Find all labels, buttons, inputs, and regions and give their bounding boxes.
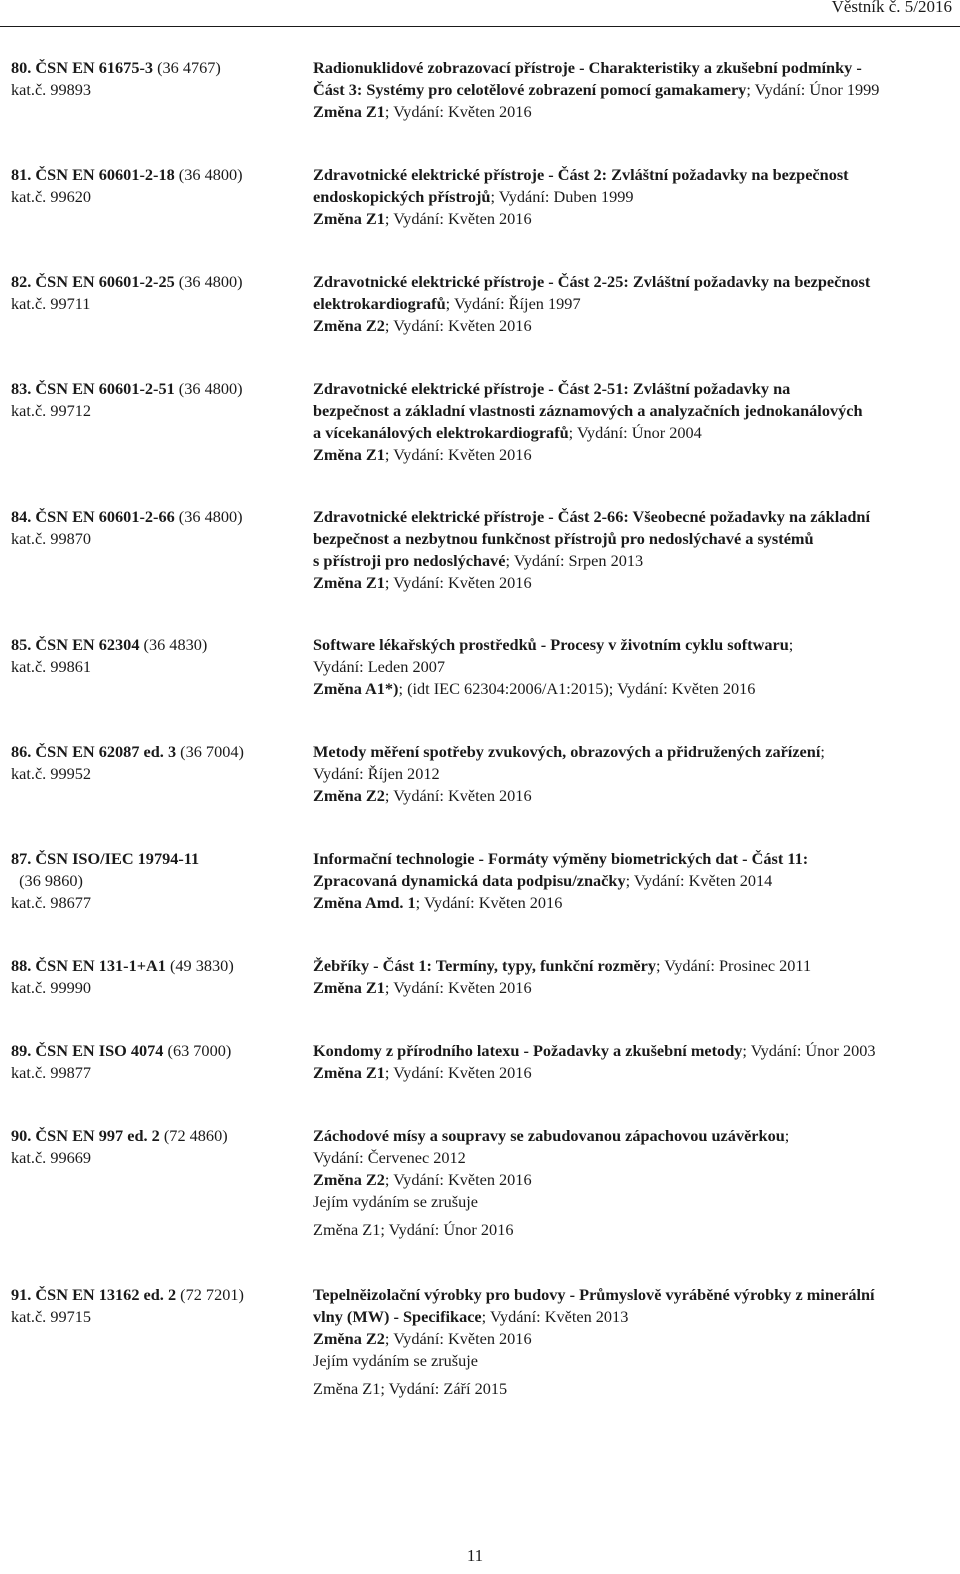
bold-text: Změna Z2 [313, 1170, 385, 1189]
text-line [313, 1125, 953, 1147]
text: ; Vydání: Květen 2016 [415, 893, 563, 912]
bold-text: Zpracovaná dynamická data podpisu/značky [313, 871, 626, 890]
text-line [11, 1125, 306, 1147]
text-line [313, 528, 953, 550]
text: ; Vydání: Květen 2016 [384, 1063, 532, 1082]
text: ; Vydání: Květen 2016 [384, 445, 532, 464]
bold-text: Změna Z1 [313, 209, 385, 228]
text-line [313, 1219, 953, 1241]
text: ; Vydání: Únor 1999 [746, 80, 880, 99]
text: kat.č. 99861 [11, 657, 92, 676]
text-line [313, 741, 953, 763]
text: (36 4800) [174, 165, 243, 184]
standard-designation [11, 634, 306, 678]
bold-text: Zdravotnické elektrické přístroje - Část 2-66: Všeobecné požadavky na základní [313, 507, 871, 526]
bold-text: Změna Z1 [313, 978, 385, 997]
text-line [313, 101, 953, 123]
text-line [313, 422, 953, 444]
text: (36 4800) [174, 379, 243, 398]
text-line [313, 977, 953, 999]
text-line [11, 634, 306, 656]
text-line [313, 79, 953, 101]
text-line [11, 1147, 306, 1169]
text-line [313, 763, 953, 785]
text: (72 4860) [159, 1126, 228, 1145]
standard-designation [11, 1284, 306, 1328]
standard-designation [11, 1125, 306, 1169]
header-divider [0, 26, 960, 27]
text-line [313, 1191, 953, 1213]
text-line [313, 1306, 953, 1328]
bold-text: 88. ČSN EN 131-1+A1 [11, 956, 166, 975]
bold-text: endoskopických přístrojů [313, 187, 491, 206]
text-line [11, 955, 306, 977]
text: kat.č. 99952 [11, 764, 92, 783]
bold-text: Radionuklidové zobrazovací přístroje - Charakteristiky a zkušební podmínky - [313, 58, 862, 77]
text-line [11, 164, 306, 186]
text: ; Vydání: Únor 2003 [742, 1041, 876, 1060]
standard-description [313, 271, 953, 337]
standard-description [313, 848, 953, 914]
bold-text: 85. ČSN EN 62304 [11, 635, 140, 654]
text-line [11, 79, 306, 101]
text: Vydání: Leden 2007 [313, 657, 446, 676]
standard-designation [11, 955, 306, 999]
standard-designation [11, 741, 306, 785]
text-line [313, 678, 953, 700]
text-line [11, 271, 306, 293]
text: Vydání: Říjen 2012 [313, 764, 440, 783]
standard-designation [11, 378, 306, 422]
text-line [11, 892, 306, 914]
text-line [313, 550, 953, 572]
text: kat.č. 98677 [11, 893, 92, 912]
bold-text: Žebříky - Část 1: Termíny, typy, funkční rozměry [313, 956, 656, 975]
text-line [313, 1147, 953, 1169]
bold-text: Změna Z1 [313, 1063, 385, 1082]
text: ; Vydání: Duben 1999 [490, 187, 634, 206]
text: kat.č. 99711 [11, 294, 91, 313]
text-line [313, 572, 953, 594]
standard-description [313, 741, 953, 807]
text-line [313, 315, 953, 337]
bold-text: Změna Z2 [313, 1329, 385, 1348]
standard-designation [11, 57, 306, 101]
text-line [11, 656, 306, 678]
text: ; Vydání: Srpen 2013 [505, 551, 644, 570]
standard-description [313, 1040, 953, 1084]
standard-description [313, 506, 953, 594]
bold-text: Změna Z1 [313, 445, 385, 464]
bold-text: Kondomy z přírodního latexu - Požadavky a zkušební metody [313, 1041, 743, 1060]
text: Jejím vydáním se zrušuje [313, 1192, 479, 1211]
text-line [313, 955, 953, 977]
text: ; Vydání: Květen 2016 [384, 1170, 532, 1189]
text: ; Vydání: Květen 2016 [384, 209, 532, 228]
text: (63 7000) [163, 1041, 232, 1060]
text: kat.č. 99620 [11, 187, 92, 206]
bold-text: bezpečnost a základní vlastnosti záznamových a analyzačních jednokanálových [313, 401, 863, 420]
text-line [11, 741, 306, 763]
standard-designation [11, 506, 306, 550]
text-line [313, 634, 953, 656]
bold-text: Změna Amd. 1 [313, 893, 416, 912]
text: kat.č. 99669 [11, 1148, 92, 1167]
text: (36 4800) [174, 507, 243, 526]
bold-text: Změna A1*) [313, 679, 399, 698]
standard-description [313, 634, 953, 700]
bold-text: Zdravotnické elektrické přístroje - Část 2-51: Zvláštní požadavky na [313, 379, 791, 398]
text-line [11, 977, 306, 999]
text-line [313, 1350, 953, 1372]
standard-designation [11, 271, 306, 315]
standard-description [313, 57, 953, 123]
text-line [11, 186, 306, 208]
text-line [313, 293, 953, 315]
text: ; Vydání: Květen 2016 [384, 1329, 532, 1348]
text-line [313, 378, 953, 400]
standard-description [313, 1125, 953, 1241]
text: ; [788, 635, 794, 654]
text-line [313, 57, 953, 79]
text-line [313, 1062, 953, 1084]
bold-text: Změna Z2 [313, 316, 385, 335]
text-line [11, 1306, 306, 1328]
text: ; Vydání: Prosinec 2011 [655, 956, 812, 975]
text: ; Vydání: Květen 2016 [384, 786, 532, 805]
text: ; [820, 742, 825, 761]
text: (72 7201) [176, 1285, 244, 1304]
text: ; Vydání: Květen 2014 [625, 871, 773, 890]
text: ; Vydání: Říjen 1997 [445, 294, 581, 313]
text: Vydání: Červenec 2012 [313, 1148, 466, 1167]
text: (36 4767) [153, 58, 221, 77]
text-line [11, 763, 306, 785]
text-line [313, 656, 953, 678]
text: Změna Z1; Vydání: Únor 2016 [313, 1220, 514, 1239]
bold-text: elektrokardiografů [313, 294, 446, 313]
text: kat.č. 99893 [11, 80, 92, 99]
text-line [313, 1040, 953, 1062]
bold-text: 87. ČSN ISO/IEC 19794-11 [11, 849, 200, 868]
bold-text: 90. ČSN EN 997 ed. 2 [11, 1126, 160, 1145]
text-line [11, 1284, 306, 1306]
text: (36 9860) [11, 871, 83, 890]
text: kat.č. 99990 [11, 978, 92, 997]
bold-text: Část 3: Systémy pro celotělové zobrazení pomocí gamakamery [313, 80, 747, 99]
text: Jejím vydáním se zrušuje [313, 1351, 479, 1370]
text: kat.č. 99712 [11, 401, 92, 420]
text-line [11, 1062, 306, 1084]
bold-text: Metody měření spotřeby zvukových, obrazových a přidružených zařízení [313, 742, 821, 761]
bold-text: Informační technologie - Formáty výměny biometrických dat - Část 11: [313, 849, 809, 868]
text-line [313, 186, 953, 208]
standard-designation [11, 1040, 306, 1084]
text: kat.č. 99715 [11, 1307, 92, 1326]
bold-text: 89. ČSN EN ISO 4074 [11, 1041, 164, 1060]
bold-text: 80. ČSN EN 61675-3 [11, 58, 154, 77]
text: (36 7004) [176, 742, 244, 761]
page-number: 11 [466, 1546, 484, 1565]
text-line [313, 892, 953, 914]
text: ; Vydání: Květen 2016 [384, 316, 532, 335]
standard-designation [11, 164, 306, 208]
bold-text: Tepelněizolační výrobky pro budovy - Průmyslově vyráběné výrobky z minerální [313, 1285, 875, 1304]
text: ; Vydání: Únor 2004 [568, 423, 702, 442]
text: ; [784, 1126, 790, 1145]
text: Změna Z1; Vydání: Září 2015 [313, 1379, 508, 1398]
text-line [313, 1284, 953, 1306]
text-line [313, 848, 953, 870]
bold-text: Software lékařských prostředků - Procesy v životním cyklu softwaru [313, 635, 789, 654]
text-line [313, 1378, 953, 1400]
text: ; Vydání: Květen 2016 [384, 978, 532, 997]
text-line [313, 1328, 953, 1350]
text: ; Vydání: Květen 2016 [384, 102, 532, 121]
text: ; Vydání: Květen 2016 [384, 573, 532, 592]
bold-text: 86. ČSN EN 62087 ed. 3 [11, 742, 177, 761]
text-line [11, 1040, 306, 1062]
text: (36 4830) [139, 635, 208, 654]
text-line [313, 400, 953, 422]
text-line [11, 293, 306, 315]
bold-text: 83. ČSN EN 60601-2-51 [11, 379, 175, 398]
text-line [313, 870, 953, 892]
text-line [313, 785, 953, 807]
text-line [313, 271, 953, 293]
text: ; Vydání: Květen 2013 [481, 1307, 629, 1326]
standard-description [313, 955, 953, 999]
text: (49 3830) [165, 956, 234, 975]
text-line [313, 444, 953, 466]
standard-description [313, 1284, 953, 1400]
bold-text: Zdravotnické elektrické přístroje - Část 2: Zvláštní požadavky na bezpečnost [313, 165, 849, 184]
text-line [11, 528, 306, 550]
bold-text: Změna Z2 [313, 786, 385, 805]
text-line [11, 870, 306, 892]
bold-text: Záchodové mísy a soupravy se zabudovanou zápachovou uzávěrkou [313, 1126, 785, 1145]
text-line [313, 208, 953, 230]
text-line [313, 506, 953, 528]
bold-text: Zdravotnické elektrické přístroje - Část 2-25: Zvláštní požadavky na bezpečnost [313, 272, 871, 291]
bold-text: s přístroji pro nedoslýchavé [313, 551, 506, 570]
bold-text: bezpečnost a nezbytnou funkčnost přístrojů pro nedoslýchavé a systémů [313, 529, 814, 548]
bold-text: 84. ČSN EN 60601-2-66 [11, 507, 175, 526]
text-line [11, 848, 306, 870]
bold-text: Změna Z1 [313, 573, 385, 592]
text-line [313, 1169, 953, 1191]
bold-text: a vícekanálových elektrokardiografů [313, 423, 569, 442]
text: kat.č. 99870 [11, 529, 92, 548]
text-line [313, 164, 953, 186]
bold-text: 82. ČSN EN 60601-2-25 [11, 272, 175, 291]
text-line [11, 57, 306, 79]
bold-text: 81. ČSN EN 60601-2-18 [11, 165, 175, 184]
bold-text: 91. ČSN EN 13162 ed. 2 [11, 1285, 177, 1304]
bold-text: vlny (MW) - Specifikace [313, 1307, 482, 1326]
text-line [11, 400, 306, 422]
standard-description [313, 378, 953, 466]
standard-description [313, 164, 953, 230]
text-line [11, 506, 306, 528]
text-line [11, 378, 306, 400]
standard-designation [11, 848, 306, 914]
text: (36 4800) [174, 272, 243, 291]
text: kat.č. 99877 [11, 1063, 92, 1082]
text: ; (idt IEC 62304:2006/A1:2015); Vydání: Květen 2016 [398, 679, 756, 698]
bold-text: Změna Z1 [313, 102, 385, 121]
journal-title: Věstník č. 5/2016 [831, 0, 952, 16]
